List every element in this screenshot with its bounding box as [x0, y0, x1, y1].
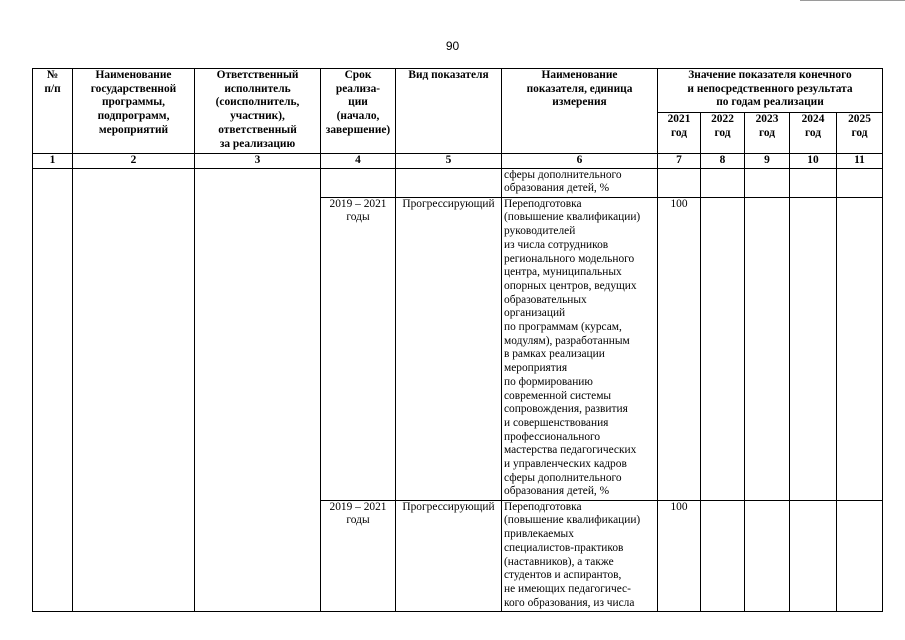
cell-value-2025: [837, 197, 883, 500]
header-executor: Ответственный исполнитель (соисполнитель, участник), ответственный за реализацию: [195, 69, 321, 154]
cell-value-2023: [745, 168, 790, 197]
header-term: Срок реализа- ции (начало, завершение): [321, 69, 396, 154]
cell-value-2022: [701, 168, 745, 197]
cell-term: 2019 – 2021 годы: [321, 500, 396, 611]
cell-value-2025: [837, 500, 883, 611]
table-row: [33, 168, 883, 197]
cell-value-2025: [837, 168, 883, 197]
cell-value-2024: [790, 197, 837, 500]
cell-term: [321, 168, 396, 197]
cell-value-2022: [701, 197, 745, 500]
cell-type: Прогрессирующий: [396, 197, 502, 500]
cell-indicator: сферы дополнительного образования детей, %: [502, 168, 658, 197]
header-year-2025: 2025 год: [837, 113, 883, 154]
cell-indicator: Переподготовка (повышение квалификации) руководителей из числа сотрудников регионального модельного центра, муниципальных опорных центров, ведущих образовательных организаций по программам (курсам, модулям), разработанным в рамках реализации мероприятия по формированию современной системы сопровождения, развития и совершенствования профессионального мастерства педагогических и управленческих кадров сферы дополнительного образования детей, %: [502, 197, 658, 500]
column-number: 10: [790, 154, 837, 169]
cell-value-2024: [790, 168, 837, 197]
cell-value-2024: [790, 500, 837, 611]
cell-indicator: Переподготовка (повышение квалификации) привлекаемых специалистов-практиков (наставников), а также студентов и аспирантов, не имеющих педагогичес- кого образования, из числа: [502, 500, 658, 611]
cell-program: [73, 168, 195, 611]
header-year-2023: 2023 год: [745, 113, 790, 154]
cell-term: 2019 – 2021 годы: [321, 197, 396, 500]
column-number: 3: [195, 154, 321, 169]
cell-value-2021: 100: [658, 197, 701, 500]
header-year-2022: 2022 год: [701, 113, 745, 154]
page-number: 90: [445, 39, 460, 53]
header-no: № п/п: [33, 69, 73, 154]
cell-no: [33, 168, 73, 611]
cell-type: Прогрессирующий: [396, 500, 502, 611]
cell-value-2023: [745, 197, 790, 500]
cell-value-2021: 100: [658, 500, 701, 611]
cell-value-2023: [745, 500, 790, 611]
header-year-2021: 2021 год: [658, 113, 701, 154]
column-number: 11: [837, 154, 883, 169]
header-year-2024: 2024 год: [790, 113, 837, 154]
column-number-row: [33, 154, 883, 169]
cell-type: [396, 168, 502, 197]
column-number: 8: [701, 154, 745, 169]
column-number: 9: [745, 154, 790, 169]
column-number: 1: [33, 154, 73, 169]
column-number: 4: [321, 154, 396, 169]
header-values: Значение показателя конечного и непосредственного результата по годам реализации: [658, 69, 883, 113]
header-type: Вид показателя: [396, 69, 502, 154]
top-edge-line: [800, 0, 905, 1]
column-number: 6: [502, 154, 658, 169]
cell-value-2021: [658, 168, 701, 197]
indicators-table: [32, 68, 883, 612]
header-indicator: Наименование показателя, единица измерения: [502, 69, 658, 154]
column-number: 7: [658, 154, 701, 169]
cell-executor: [195, 168, 321, 611]
header-program: Наименование государственной программы, подпрограмм, мероприятий: [73, 69, 195, 154]
column-number: 5: [396, 154, 502, 169]
column-number: 2: [73, 154, 195, 169]
cell-value-2022: [701, 500, 745, 611]
